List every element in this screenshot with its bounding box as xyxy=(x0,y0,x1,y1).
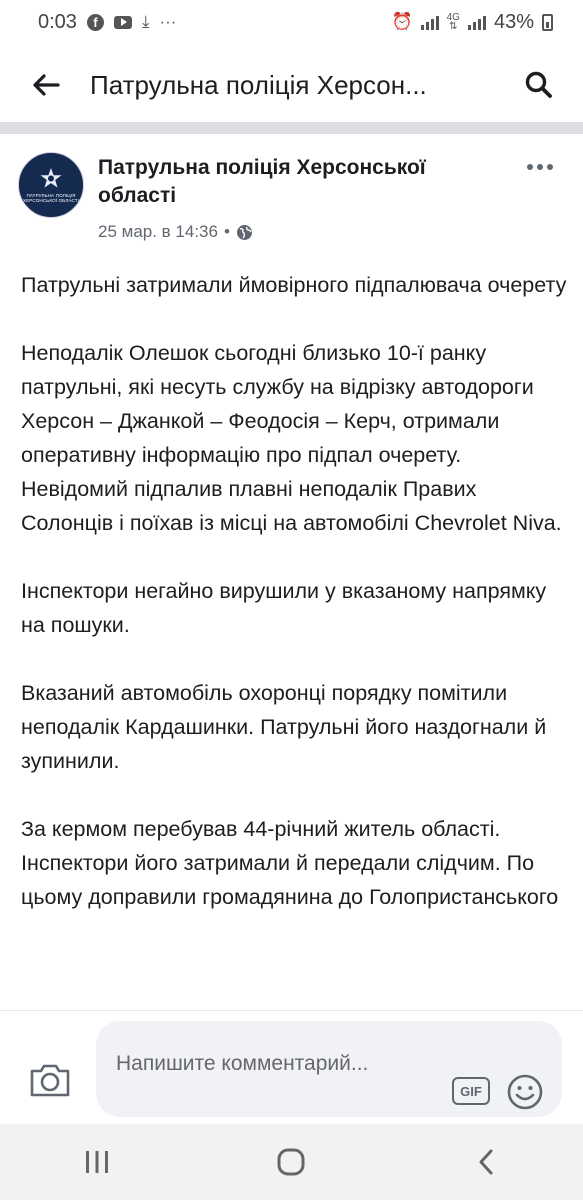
avatar[interactable] xyxy=(18,152,84,218)
post-options-button[interactable] xyxy=(518,152,562,182)
back-button[interactable] xyxy=(16,55,76,115)
system-back-button[interactable] xyxy=(451,1132,521,1192)
post-body xyxy=(21,268,573,948)
camera-button[interactable] xyxy=(28,1061,72,1101)
battery-percent: 43% xyxy=(493,10,534,33)
youtube-icon xyxy=(114,16,132,29)
post-paragraph-4: Вказаний автомобіль охоронці порядку помітили неподалік Кардашинки. Патрульні його наздогнали й зупинили. xyxy=(21,681,547,773)
meta-separator: • xyxy=(223,222,230,241)
home-button[interactable] xyxy=(256,1132,326,1192)
police-badge-icon xyxy=(39,167,63,191)
signal-icon-2 xyxy=(468,14,486,30)
emoji-button[interactable] xyxy=(506,1073,544,1111)
dot-icon xyxy=(527,164,533,170)
recent-apps-icon xyxy=(82,1149,112,1175)
avatar-label: ПАТРУЛЬНА ПОЛІЦІЯ ХЕРСОНСЬКОЇ ОБЛАСТІ xyxy=(22,193,80,203)
dot-icon xyxy=(537,164,543,170)
system-nav-bar xyxy=(0,1124,583,1200)
status-bar-right xyxy=(391,11,583,34)
dot-icon xyxy=(547,164,553,170)
post-header xyxy=(0,134,583,254)
battery-icon xyxy=(542,14,553,31)
gif-button[interactable]: GIF xyxy=(452,1077,490,1105)
status-time: 0:03 xyxy=(38,10,77,33)
comment-input[interactable] xyxy=(96,1021,562,1117)
facebook-icon: f xyxy=(87,14,104,31)
comment-bar xyxy=(0,1010,583,1123)
app-bar xyxy=(0,50,583,120)
more-notifications-icon: ··· xyxy=(159,12,177,31)
post-timestamp[interactable]: 25 мар. в 14:36 xyxy=(98,222,218,241)
post-paragraph-2: Неподалік Олешок сьогодні близько 10-ї ранку патрульні, які несуть службу на відрізку автодороги Херсон – Джанкой – Феодосія – Керч, отримали оперативну інформацію про підпал очерету. Невідомий підпалив плавні неподалік Правих Солонців і поїхав із місці на автомобілі Chevrolet Niva. xyxy=(21,341,562,535)
search-button[interactable] xyxy=(509,55,569,115)
post-meta xyxy=(98,222,253,242)
page-title: Патрульна поліція Херсон... xyxy=(90,69,427,100)
smiley-icon xyxy=(506,1073,544,1111)
recent-apps-button[interactable] xyxy=(62,1132,132,1192)
alarm-icon: ⏰ xyxy=(391,12,413,31)
signal-icon xyxy=(421,14,439,30)
camera-icon xyxy=(28,1061,72,1099)
post-paragraph-5: За кермом перебував 44-річний житель області. Інспектори його затримали й передали слідчим. По цьому доправили громадянина до Голопристанського xyxy=(21,817,559,909)
network-type-label: 4G ⇅ xyxy=(446,12,460,32)
home-icon xyxy=(275,1146,307,1178)
arrow-left-icon xyxy=(32,73,60,97)
post-paragraph-3: Інспектори негайно вирушили у вказаному напрямку на пошуки. xyxy=(21,579,547,637)
comment-placeholder: Напишите комментарий... xyxy=(116,1052,369,1075)
post-author-name[interactable]: Патрульна поліція Херсонської області xyxy=(98,156,426,207)
status-bar xyxy=(0,0,583,44)
section-separator xyxy=(0,122,583,134)
post-paragraph-1: Патрульні затримали ймовірного підпалювача очерету xyxy=(21,273,567,297)
chevron-left-icon xyxy=(476,1147,496,1177)
download-icon: ⤓ xyxy=(141,12,150,31)
globe-icon xyxy=(236,224,253,241)
search-icon xyxy=(524,70,554,100)
status-bar-left xyxy=(0,11,176,34)
